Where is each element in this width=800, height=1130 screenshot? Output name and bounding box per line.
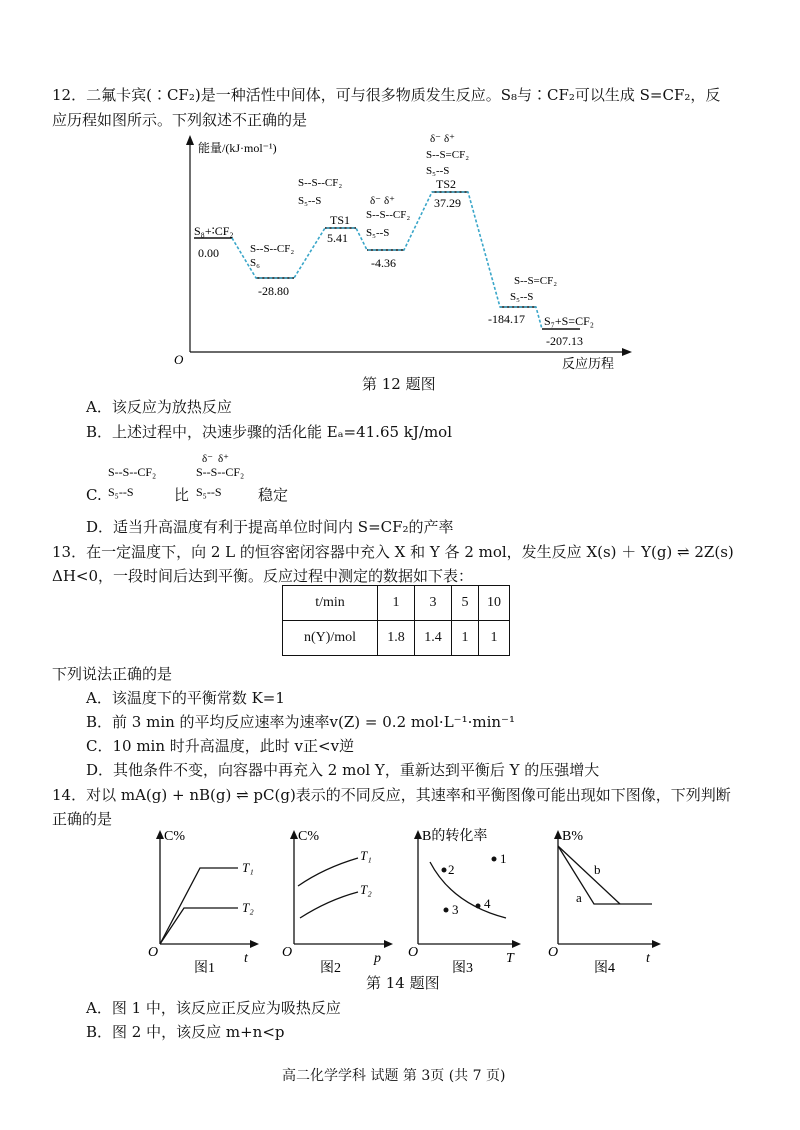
label-reactants: S₈+∶CF₂	[194, 224, 234, 238]
q12-stem-line1: 12．二氟卡宾(∶CF₂)是一种活性中间体，可与很多物质发生反应。S₈与∶CF₂可以生成 S=CF₂，反	[52, 86, 721, 104]
fig4-x-arrow	[652, 940, 661, 948]
q12-option-c-mid: 比	[174, 486, 190, 504]
fig2-x-label: p	[374, 951, 381, 966]
fig3-curve	[430, 862, 506, 918]
struct-int1-s6: S₆	[250, 257, 260, 269]
value-5: -184.17	[488, 312, 525, 326]
x-axis-arrow	[622, 348, 632, 356]
fig3-x-label: T	[506, 951, 514, 966]
fig2-origin: O	[282, 945, 293, 960]
x-axis-label: 反应历程	[562, 356, 615, 371]
table-cell: t/min	[283, 586, 378, 621]
fig1-origin: O	[148, 945, 159, 960]
struct-ts1-bottom: S₅--S	[298, 195, 322, 207]
c-struct2-bottom: S₅--S	[196, 485, 222, 499]
fig2-curve-t2	[300, 892, 358, 918]
q12-figure-caption: 第 12 题图	[362, 375, 436, 393]
fig1-y-arrow	[156, 830, 164, 839]
origin-label: O	[174, 352, 184, 367]
label-ts2: TS2	[436, 177, 457, 191]
q12-option-c-suffix: 稳定	[258, 486, 289, 504]
fig4-y-label: B%	[562, 829, 583, 844]
c-struct2-top: S--S--CF₂	[196, 465, 245, 479]
fig1-y-label: C%	[164, 829, 185, 844]
label-products: S₇+S=CF₂	[544, 314, 594, 328]
y-axis-label: 能量/(kJ·mol⁻¹)	[198, 141, 277, 155]
q13-stem-line1: 13．在一定温度下，向 2 L 的恒容密闭容器中充入 X 和 Y 各 2 mol，发生反应 X(s) ＋ Y(g) ⇌ 2Z(s)	[52, 543, 734, 561]
fig2-x-arrow	[384, 940, 393, 948]
fig1-label-t1: T₁	[242, 860, 254, 875]
struct-ts2-bottom: S₅--S	[426, 165, 450, 177]
struct-ts1-top: S--S--CF₂	[298, 177, 343, 189]
c-struct1-top: S--S--CF₂	[108, 465, 157, 479]
struct-int3-top: S--S=CF₂	[514, 275, 558, 287]
table-cell: 1	[378, 586, 415, 621]
fig3-label-1: 1	[500, 851, 507, 866]
table-row	[283, 621, 510, 656]
fig2-caption: 图2	[320, 961, 341, 976]
table-cell: 5	[452, 586, 479, 621]
fig3-y-label: B的转化率	[422, 829, 488, 844]
structures	[250, 133, 557, 303]
q12-option-d: D．适当升高温度有利于提高单位时间内 S=CF₂的产率	[86, 518, 454, 536]
table-cell: 1	[452, 621, 479, 656]
struct-int2-delta-minus: δ⁻	[370, 195, 381, 207]
q12-option-b: B．上述过程中，决速步骤的活化能 Eₐ=41.65 kJ/mol	[86, 423, 453, 441]
fig3-label-4: 4	[484, 896, 491, 911]
q13-option-d: D．其他条件不变，向容器中再充入 2 mol Y，重新达到平衡后 Y 的压强增大	[86, 761, 600, 779]
y-axis-arrow	[186, 135, 194, 145]
struct-int3-bottom: S₅--S	[510, 291, 534, 303]
q13-data-table	[282, 585, 510, 656]
fig4-label-a: a	[576, 890, 582, 905]
value-6: -207.13	[546, 334, 583, 348]
struct-int1-top: S--S--CF₂	[250, 243, 295, 255]
fig2-y-arrow	[290, 830, 298, 839]
fig4-origin: O	[548, 945, 559, 960]
q14-option-b: B．图 2 中，该反应 m+n<p	[86, 1023, 285, 1041]
fig1-x-label: t	[244, 951, 248, 966]
struct-int2-top: S--S--CF₂	[366, 209, 411, 221]
table-cell: 1	[479, 621, 510, 656]
q13-stem-line2: ΔH<0，一段时间后达到平衡。反应过程中测定的数据如下表：	[52, 567, 474, 585]
table-row	[283, 586, 510, 621]
fig3-label-3: 3	[452, 902, 459, 917]
fig4-x-label: t	[646, 951, 650, 966]
fig1-curve-t2	[160, 908, 238, 944]
fig3-point-3	[444, 908, 449, 913]
q13-option-c: C．10 min 时升高温度，此时 v正<v逆	[86, 737, 355, 755]
table-cell: n(Y)/mol	[283, 621, 378, 656]
value-0: 0.00	[198, 246, 219, 260]
struct-ts2-top: S--S=CF₂	[426, 149, 470, 161]
q12-energy-diagram	[170, 132, 640, 372]
fig4-caption: 图4	[594, 961, 615, 976]
fig3-label-2: 2	[448, 862, 455, 877]
q12-option-a: A．该反应为放热反应	[86, 398, 232, 416]
fig1-caption: 图1	[194, 961, 215, 976]
fig3-origin: O	[408, 945, 419, 960]
q13-lead: 下列说法正确的是	[52, 665, 173, 683]
fig3-x-arrow	[512, 940, 521, 948]
q14-figure-caption: 第 14 题图	[366, 974, 440, 992]
table-cell: 10	[479, 586, 510, 621]
table-cell: 1.4	[415, 621, 452, 656]
fig3-y-arrow	[414, 830, 422, 839]
fig4-y-arrow	[554, 830, 562, 839]
c-struct2-delta-minus: δ⁻	[202, 453, 213, 465]
fig2-label-t1: T₁	[360, 848, 372, 863]
fig2-label-t2: T₂	[360, 882, 372, 897]
q14-option-a: A．图 1 中，该反应正反应为吸热反应	[86, 999, 341, 1017]
value-3: -4.36	[371, 256, 396, 270]
fig3-point-1	[492, 857, 497, 862]
c-struct2-delta-plus: δ⁺	[218, 453, 229, 465]
value-1: -28.80	[258, 284, 289, 298]
table-cell: 3	[415, 586, 452, 621]
fig4-label-b: b	[594, 862, 601, 877]
q12-option-c-prefix: C.	[86, 486, 102, 504]
q14-fig2	[274, 826, 399, 976]
fig4-curve-a	[558, 846, 652, 904]
fig3-point-4	[476, 904, 481, 909]
fig3-point-2	[442, 868, 447, 873]
c-struct1-bottom: S₅--S	[108, 485, 134, 499]
fig3-caption: 图3	[452, 961, 473, 976]
fig1-x-arrow	[250, 940, 259, 948]
struct-int2-delta-plus: δ⁺	[384, 195, 395, 207]
q14-stem-line1: 14．对以 mA(g) + nB(g) ⇌ pC(g)表示的不同反应，其速率和平衡图像可能出现如下图像，下列判断	[52, 786, 731, 804]
fig1-label-t2: T₂	[242, 900, 254, 915]
q14-fig4	[544, 826, 669, 976]
q14-stem-line2: 正确的是	[52, 810, 113, 828]
q13-option-b: B．前 3 min 的平均反应速率为速率v(Z) = 0.2 mol·L⁻¹·min⁻¹	[86, 713, 515, 731]
q14-fig1	[140, 826, 265, 976]
fig2-curve-t1	[298, 858, 358, 886]
page-footer: 高二化学学科 试题 第 3页 (共 7 页)	[282, 1068, 506, 1084]
value-4: 37.29	[434, 196, 461, 210]
value-2: 5.41	[327, 231, 348, 245]
struct-int2-bottom: S₅--S	[366, 227, 390, 239]
table-cell: 1.8	[378, 621, 415, 656]
q14-fig3	[404, 826, 529, 976]
struct-ts2-delta-minus: δ⁻	[430, 133, 441, 145]
fig2-y-label: C%	[298, 829, 319, 844]
fig1-curve-t1	[160, 868, 238, 944]
q12-stem-line2: 应历程如图所示。下列叙述不正确的是	[52, 111, 308, 129]
struct-ts2-delta-plus: δ⁺	[444, 133, 455, 145]
label-ts1: TS1	[330, 213, 351, 227]
q13-option-a: A．该温度下的平衡常数 K=1	[86, 689, 285, 707]
